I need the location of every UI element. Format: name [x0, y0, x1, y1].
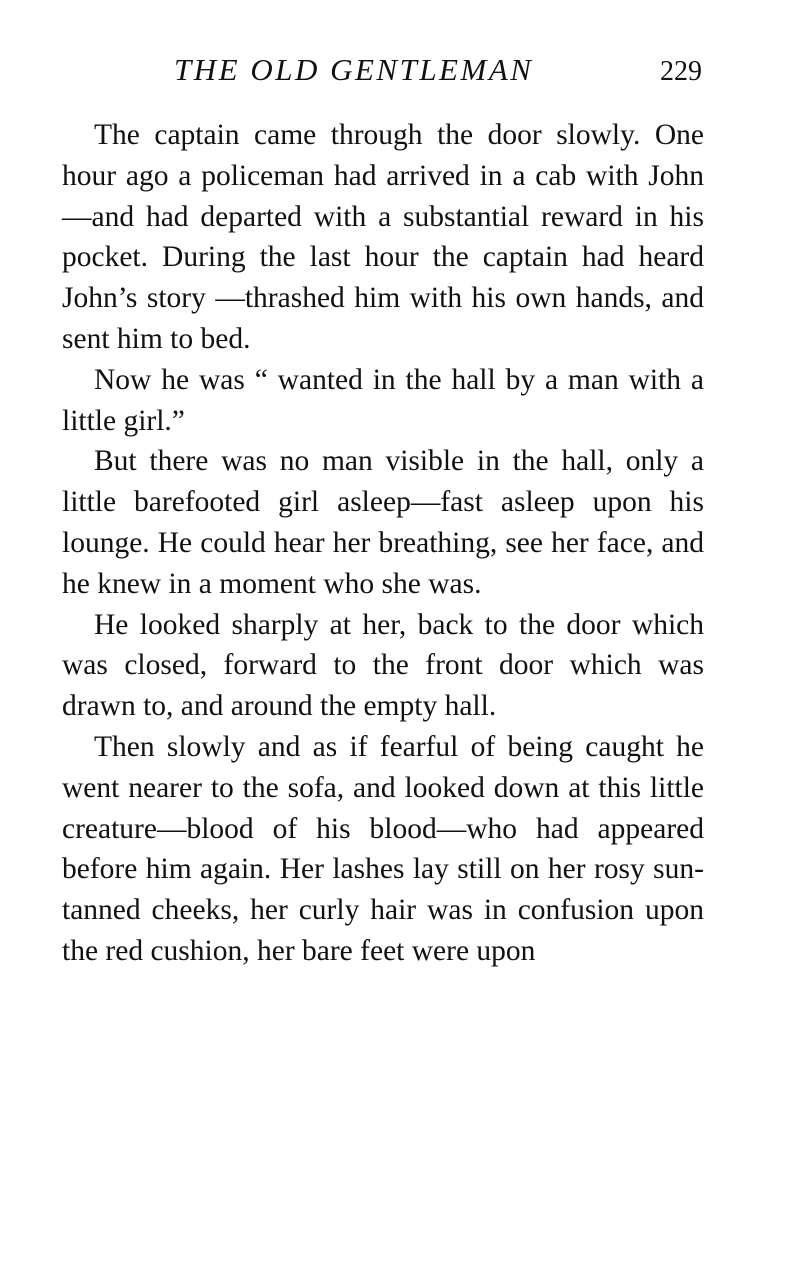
paragraph: The captain came through the door slowly. One hour ago a policeman had arrived in a cab with John—and had departed with a substantial reward in his pocket. During the last hour the captain had heard John’s story —thrashed him with his own hands, and sent him to bed.: [62, 119, 704, 355]
paragraph: Then slowly and as if fearful of being caught he went nearer to the sofa, and looked down at this little creature—blood of his blood—who had appeared before him again. Her lashes lay still on her rosy sun-tanned cheeks, her curly hair was in confusion upon the red cushion, her bare feet were upon: [62, 730, 704, 967]
running-head: [60, 52, 710, 96]
paragraph: But there was no man visible in the hall, only a little barefooted girl asleep—fast asleep upon his lounge. He could hear her breathing, see her face, and he knew in a moment who she was.: [62, 445, 704, 600]
running-title: THE OLD GENTLEMAN: [174, 52, 534, 87]
body-text: [62, 115, 704, 972]
paragraph: Now he was “ wanted in the hall by a man with a little girl.”: [62, 363, 704, 437]
paragraph: He looked sharply at her, back to the door which was closed, forward to the front door which was drawn to, and around the empty hall.: [62, 608, 704, 723]
page-number: 229: [660, 56, 702, 87]
